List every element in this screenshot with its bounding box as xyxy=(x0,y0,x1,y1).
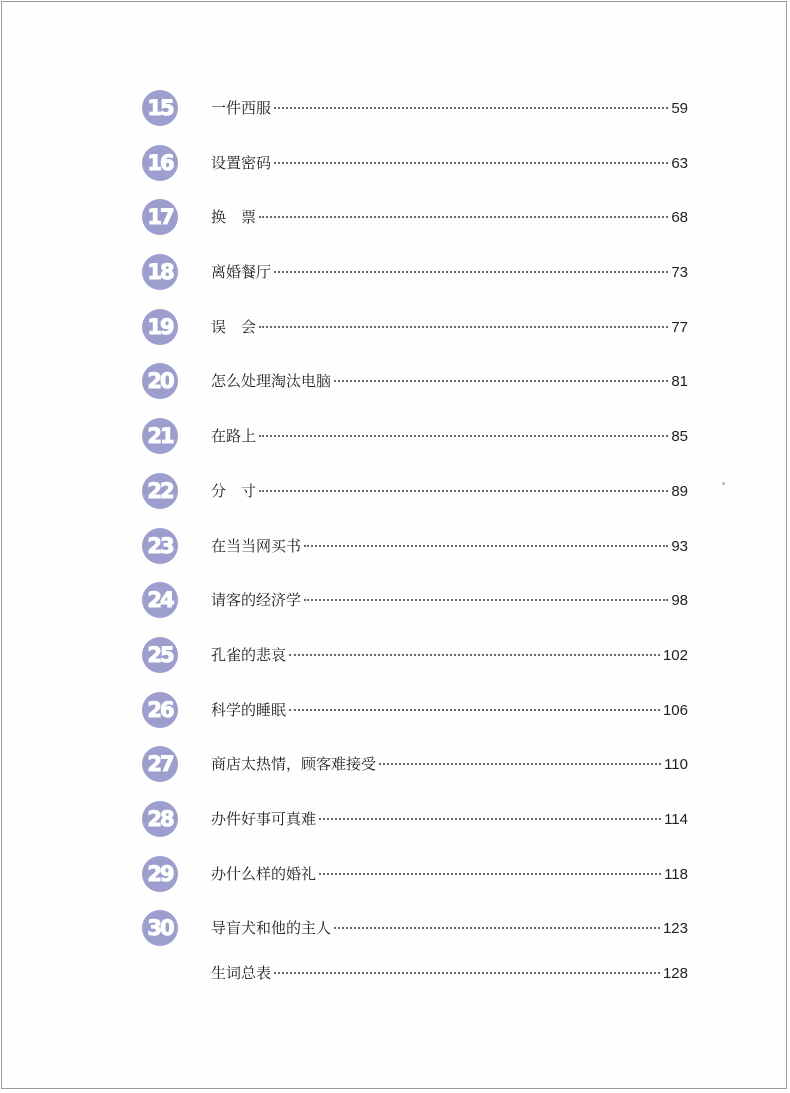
page-number: 98 xyxy=(671,592,688,610)
lesson-number: 17 xyxy=(147,205,173,230)
book-page xyxy=(1,1,787,1089)
lesson-title: 请客的经济学 xyxy=(211,591,302,610)
dot-leader xyxy=(259,216,668,218)
page-number: 128 xyxy=(662,965,688,982)
toc-entry-glossary[interactable] xyxy=(142,954,690,994)
glossary-title: 生词总表 xyxy=(211,964,272,982)
toc-entry-30[interactable] xyxy=(142,899,690,954)
lesson-title: 怎么处理淘汰电脑 xyxy=(211,372,332,391)
lesson-title: 导盲犬和他的主人 xyxy=(211,919,332,938)
toc-entry-15[interactable] xyxy=(142,79,690,134)
toc-line xyxy=(211,535,688,556)
lesson-title: 办件好事可真难 xyxy=(211,809,317,828)
page-number: 73 xyxy=(671,264,688,282)
toc-line xyxy=(211,261,688,282)
toc-entry-27[interactable] xyxy=(142,735,690,790)
toc-entry-19[interactable] xyxy=(142,298,690,353)
lesson-title: 换 票 xyxy=(211,208,257,227)
lesson-number: 27 xyxy=(147,752,173,777)
toc-line xyxy=(211,206,688,227)
dot-leader xyxy=(319,873,661,875)
page-number: 89 xyxy=(671,482,688,500)
lesson-number-badge xyxy=(142,692,178,728)
lesson-number: 29 xyxy=(147,861,173,886)
page-number: 59 xyxy=(671,100,688,117)
lesson-title: 分 寸 xyxy=(211,481,257,500)
lesson-number-badge xyxy=(142,637,178,673)
lesson-number-badge xyxy=(142,199,178,235)
toc-entry-29[interactable] xyxy=(142,845,690,900)
lesson-number: 28 xyxy=(147,806,173,831)
toc-line xyxy=(211,152,688,173)
toc-line xyxy=(211,699,688,720)
page-number: 114 xyxy=(664,810,688,828)
lesson-number: 24 xyxy=(147,588,173,613)
lesson-title: 孔雀的悲哀 xyxy=(211,645,287,664)
lesson-title: 一件西服 xyxy=(211,99,272,117)
dot-leader xyxy=(274,271,668,273)
page-number: 123 xyxy=(662,920,688,938)
dot-leader xyxy=(274,162,668,164)
dot-leader xyxy=(304,599,668,601)
dot-leader xyxy=(319,818,661,820)
page-number: 106 xyxy=(662,701,688,719)
lesson-number-badge xyxy=(142,254,178,290)
dot-leader xyxy=(274,107,668,109)
lesson-number: 15 xyxy=(147,96,173,120)
page-number: 110 xyxy=(664,756,688,774)
dot-leader xyxy=(379,763,661,765)
lesson-title: 离婚餐厅 xyxy=(211,263,272,282)
lesson-number-badge xyxy=(142,309,178,345)
lesson-number-badge xyxy=(142,801,178,837)
page-number: 85 xyxy=(671,428,688,446)
lesson-number-badge xyxy=(142,746,178,782)
lesson-number: 26 xyxy=(147,697,173,722)
lesson-number-badge xyxy=(142,418,178,454)
toc-entry-22[interactable] xyxy=(142,462,690,517)
page-number: 102 xyxy=(662,646,688,664)
lesson-title: 在路上 xyxy=(211,427,257,446)
lesson-title: 在当当网买书 xyxy=(211,536,302,555)
toc-line xyxy=(211,808,688,829)
lesson-number: 25 xyxy=(147,642,173,667)
toc-entry-26[interactable] xyxy=(142,681,690,736)
toc-line xyxy=(211,480,688,501)
toc-line xyxy=(211,917,688,938)
lesson-number-badge xyxy=(142,528,178,564)
lesson-number: 16 xyxy=(147,150,173,175)
toc-line xyxy=(211,644,688,665)
lesson-number-badge xyxy=(142,90,178,126)
toc-entry-25[interactable] xyxy=(142,626,690,681)
table-of-contents xyxy=(142,79,690,994)
dot-leader xyxy=(289,654,660,656)
dot-leader xyxy=(304,545,668,547)
page-number: 118 xyxy=(664,865,688,883)
toc-line xyxy=(211,962,688,983)
dot-leader xyxy=(289,709,660,711)
toc-line xyxy=(211,863,688,884)
toc-entry-23[interactable] xyxy=(142,517,690,572)
lesson-number-badge xyxy=(142,473,178,509)
toc-line xyxy=(211,370,688,391)
dot-leader xyxy=(259,326,668,328)
toc-line xyxy=(211,425,688,446)
lesson-number: 18 xyxy=(147,260,173,285)
page-number: 68 xyxy=(671,209,688,227)
lesson-number-badge xyxy=(142,582,178,618)
dot-leader xyxy=(274,972,660,974)
page-number: 77 xyxy=(671,318,688,336)
lesson-number: 22 xyxy=(147,478,173,503)
dot-leader xyxy=(334,380,668,382)
lesson-title: 科学的睡眠 xyxy=(211,700,287,719)
lesson-number-badge xyxy=(142,363,178,399)
toc-entry-24[interactable] xyxy=(142,571,690,626)
page-number: 63 xyxy=(671,154,688,172)
toc-line xyxy=(211,316,688,337)
lesson-number: 21 xyxy=(147,424,173,449)
dot-leader xyxy=(259,490,668,492)
toc-line xyxy=(211,753,688,774)
toc-line xyxy=(211,589,688,610)
lesson-number: 30 xyxy=(147,916,173,941)
page-number: 93 xyxy=(671,537,688,555)
scan-speck xyxy=(722,482,725,485)
lesson-title: 办什么样的婚礼 xyxy=(211,864,317,883)
toc-entry-18[interactable] xyxy=(142,243,690,298)
lesson-number-badge xyxy=(142,145,178,181)
lesson-number: 23 xyxy=(147,533,173,558)
dot-leader xyxy=(334,927,660,929)
toc-entry-17[interactable] xyxy=(142,188,690,243)
lesson-number: 20 xyxy=(147,369,173,394)
toc-entry-16[interactable] xyxy=(142,134,690,189)
toc-line xyxy=(211,97,688,118)
lesson-number-badge xyxy=(142,910,178,946)
toc-entry-21[interactable] xyxy=(142,407,690,462)
lesson-title: 商店太热情，顾客难接受 xyxy=(211,755,377,774)
lesson-title: 设置密码 xyxy=(211,153,272,172)
lesson-number-badge xyxy=(142,856,178,892)
toc-entry-28[interactable] xyxy=(142,790,690,845)
dot-leader xyxy=(259,435,668,437)
lesson-title: 误 会 xyxy=(211,317,257,336)
lesson-number: 19 xyxy=(147,314,173,339)
toc-entry-20[interactable] xyxy=(142,352,690,407)
page-number: 81 xyxy=(671,373,688,391)
